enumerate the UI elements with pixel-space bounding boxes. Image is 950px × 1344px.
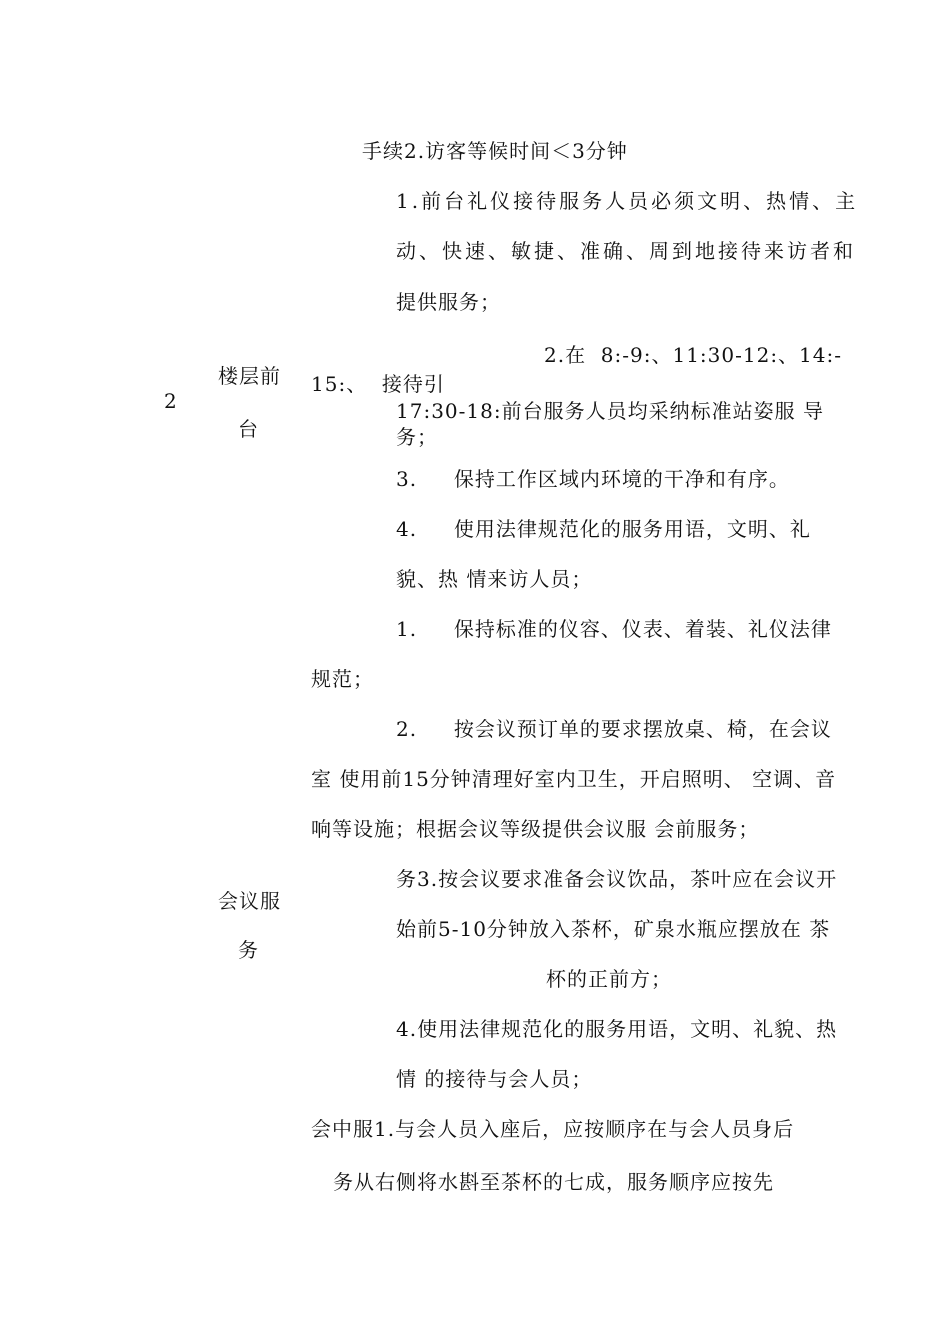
category-front-desk-line-1: 楼层前 [218, 364, 281, 388]
text-line: 务从右侧将水斟至茶杯的七成，服务顺序应按先 [333, 1170, 774, 1194]
text-line: 15:、 接待引 [311, 372, 445, 396]
text-line: 3. 保持工作区域内环境的干净和有序。 [396, 467, 790, 491]
text-line: 规范； [311, 667, 374, 691]
text-line: 手续2.访客等候时间＜3分钟 [362, 139, 628, 163]
text-line: 动、快速、敏捷、准确、周到地接待来访者和 [396, 239, 856, 263]
text-line: 杯的正前方； [546, 967, 672, 991]
text-line: 4.使用法律规范化的服务用语，文明、礼貌、热 [396, 1017, 838, 1041]
text-line: 会中服1.与会人员入座后，应按顺序在与会人员身后 [311, 1117, 795, 1141]
text-line: 2.在 8:-9:、11:30-12:、14:- [544, 343, 843, 367]
text-line: 1. 保持标准的仪容、仪表、着装、礼仪法律 [396, 617, 832, 641]
text-line: 2. 按会议预订单的要求摆放桌、椅，在会议 [396, 717, 832, 741]
text-line: 提供服务； [396, 290, 501, 314]
row-number: 2 [164, 389, 178, 413]
text-line: 貌、热 情来访人员； [396, 567, 593, 591]
text-line: 4. 使用法律规范化的服务用语，文明、礼 [396, 517, 811, 541]
text-line: 1.前台礼仪接待服务人员必须文明、热情、主 [396, 189, 859, 213]
text-line: 17:30-18:前台服务人员均采纳标准站姿服 导 [396, 399, 824, 423]
text-line: 务； [396, 425, 438, 449]
category-meeting-line-1: 会议服 [218, 889, 281, 913]
category-meeting-line-2: 务 [238, 938, 259, 962]
text-line: 响等设施；根据会议等级提供会议服 会前服务； [311, 817, 760, 841]
text-line: 室 使用前15分钟清理好室内卫生，开启照明、 空调、音 [311, 767, 837, 791]
category-front-desk-line-2: 台 [238, 417, 259, 441]
text-line: 情 的接待与会人员； [396, 1067, 593, 1091]
text-line: 始前5-10分钟放入茶杯，矿泉水瓶应摆放在 茶 [396, 917, 831, 941]
text-line: 务3.按会议要求准备会议饮品，茶叶应在会议开 [396, 867, 838, 891]
